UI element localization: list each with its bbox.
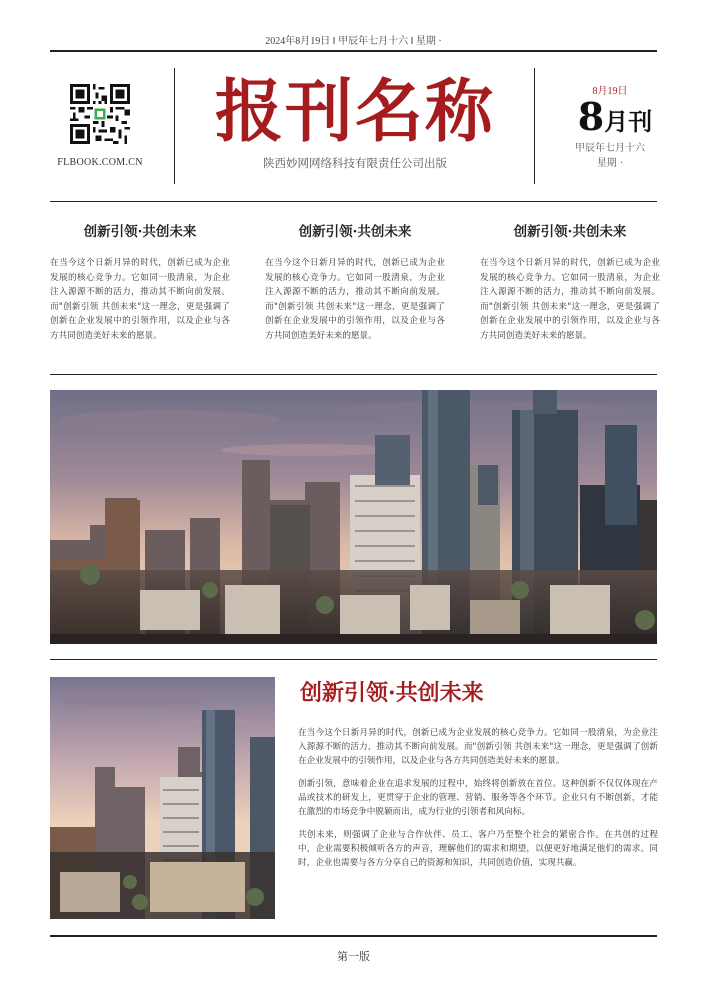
column-title: 创新引领·共创未来	[298, 224, 412, 240]
issue-date: 8月19日	[592, 86, 628, 97]
column-2	[265, 220, 445, 343]
hero-bottom-rule	[50, 659, 657, 660]
month-text: 月刊	[604, 107, 653, 136]
columns-bottom-rule	[50, 374, 657, 375]
lunar-date-block	[560, 141, 660, 171]
weekday: 星期 ·	[596, 158, 624, 169]
column-1	[50, 220, 230, 343]
city-skyline-photo	[50, 390, 657, 644]
column-title: 创新引领·共创未来	[83, 224, 197, 240]
footer-rule	[50, 935, 657, 937]
page-number: 第一版	[337, 951, 370, 963]
site-url: FLBOOK.COM.CN	[57, 157, 143, 168]
top-rule	[50, 50, 657, 52]
month-number: 8	[577, 94, 605, 139]
feature-paragraph: 共创未来，则强调了企业与合作伙伴、员工、客户乃至整个社会的紧密合作。在共创的过程中，企业需要积极倾听各方的声音，理解他们的需求和期望，以便更好地满足他们的需求。同时，企业也需要与各方分享自己的资源和知识，共同创造价值，实现共赢。	[298, 830, 658, 868]
masthead-title: 报刊名称	[214, 72, 495, 152]
column-body: 在当今这个日新月异的时代，创新已成为企业发展的核心竞争力。它如同一股清泉，为企业注入源源不断的活力，推动其不断向前发展。而"创新引领 共创未来"这一理念，更是强调了创新在企业发展中的引领作用，以及企业与各方共同创造美好未来的愿景。	[480, 258, 660, 341]
column-body: 在当今这个日新月异的时代，创新已成为企业发展的核心竞争力。它如同一股清泉，为企业注入源源不断的活力，推动其不断向前发展。而"创新引领 共创未来"这一理念，更是强调了创新在企业发展中的引领作用，以及企业与各方共同创造美好未来的愿景。	[265, 258, 445, 341]
issue-frequency	[560, 94, 670, 139]
feature-paragraph: 创新引领，意味着企业在追求发展的过程中，始终将创新放在首位。这种创新不仅仅体现在产品或技术的研发上，更贯穿于企业的管理、营销、服务等各个环节。企业只有不断创新，才能在激烈的市场竞争中脱颖而出，成为行业的引领者和风向标。	[298, 779, 658, 817]
publisher-line: 陕西妙网网络科技有限责任公司出版	[263, 156, 447, 170]
feature-paragraph: 在当今这个日新月异的时代，创新已成为企业发展的核心竞争力。它如同一股清泉，为企业注入源源不断的活力，推动其不断向前发展。而"创新引领 共创未来"这一理念，更是强调了创新在企业发展中的引领作用，以及企业与各方共同创造美好未来的愿景。	[298, 728, 658, 766]
qr-code	[70, 84, 130, 144]
column-body: 在当今这个日新月异的时代，创新已成为企业发展的核心竞争力。它如同一股清泉，为企业注入源源不断的活力，推动其不断向前发展。而"创新引领 共创未来"这一理念，更是强调了创新在企业发展中的引领作用，以及企业与各方共同创造美好未来的愿景。	[50, 258, 230, 341]
dateline: 2024年8月19日 ‖ 甲辰年七月十六 ‖ 星期 ·	[265, 36, 442, 47]
column-3	[480, 220, 660, 343]
feature-title: 创新引领·共创未来	[300, 680, 484, 706]
column-title: 创新引领·共创未来	[513, 224, 627, 240]
city-aerial-photo	[50, 677, 275, 919]
lunar-date: 甲辰年七月十六	[575, 143, 645, 154]
feature-body	[298, 726, 658, 879]
header-bottom-rule	[50, 201, 657, 202]
